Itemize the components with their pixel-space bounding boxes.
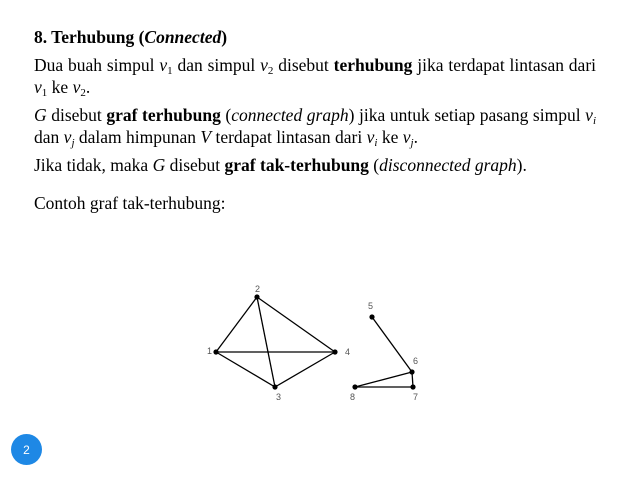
vertex-label-4: 4 bbox=[345, 347, 351, 357]
vertex-2 bbox=[254, 294, 259, 299]
page-number-badge: 2 bbox=[11, 434, 42, 465]
graph-vertices bbox=[213, 294, 415, 389]
edge-5-6 bbox=[372, 317, 412, 372]
edge-2-3 bbox=[257, 297, 275, 387]
paragraph-connected-graph: G disebut graf terhubung (connected graph) jika untuk setiap pasang simpul $v_i$ dan $v_j$ dalam himpunan V terdapat lintasan dari $v_i$ ke $v_j$. bbox=[34, 105, 596, 149]
vertex-1 bbox=[213, 349, 218, 354]
edge-3-4 bbox=[275, 352, 335, 387]
vertex-label-8: 8 bbox=[350, 392, 356, 402]
heading-italic: Connected bbox=[144, 27, 222, 47]
vertex-label-2: 2 bbox=[255, 284, 261, 294]
vertex-label-6: 6 bbox=[413, 356, 419, 366]
edge-1-3 bbox=[216, 352, 275, 387]
vertex-5 bbox=[369, 314, 374, 319]
vertex-label-1: 1 bbox=[207, 346, 213, 356]
vertex-4 bbox=[332, 349, 337, 354]
heading-text: 8. Terhubung ( bbox=[34, 27, 145, 47]
edge-6-8 bbox=[355, 372, 412, 387]
edge-1-2 bbox=[216, 297, 257, 352]
vertex-3 bbox=[272, 384, 277, 389]
edge-2-4 bbox=[257, 297, 335, 352]
vertex-7 bbox=[410, 384, 415, 389]
paragraph-disconnected-graph: Jika tidak, maka G disebut graf tak-terhubung (disconnected graph). bbox=[34, 155, 527, 175]
paragraph-example: Contoh graf tak-terhubung: bbox=[34, 193, 226, 213]
term-terhubung: terhubung bbox=[333, 55, 413, 75]
vertex-label-3: 3 bbox=[276, 392, 282, 402]
vertex-6 bbox=[409, 369, 414, 374]
heading-suffix: ) bbox=[221, 27, 228, 47]
term-graf-tak-terhubung: graf tak-terhubung bbox=[224, 155, 369, 175]
vertex-8 bbox=[352, 384, 357, 389]
paragraph-connected-vertices: Dua buah simpul $v_1$ dan simpul $v_2$ disebut terhubung jika terdapat lintasan dari $v_1$ ke $v_2$. bbox=[34, 55, 597, 99]
vertex-label-5: 5 bbox=[368, 301, 374, 311]
vertex-label-7: 7 bbox=[413, 392, 419, 402]
term-graf-terhubung: graf terhubung bbox=[106, 105, 221, 125]
graph-edges bbox=[216, 297, 413, 387]
graph-vertex-labels bbox=[207, 284, 418, 402]
